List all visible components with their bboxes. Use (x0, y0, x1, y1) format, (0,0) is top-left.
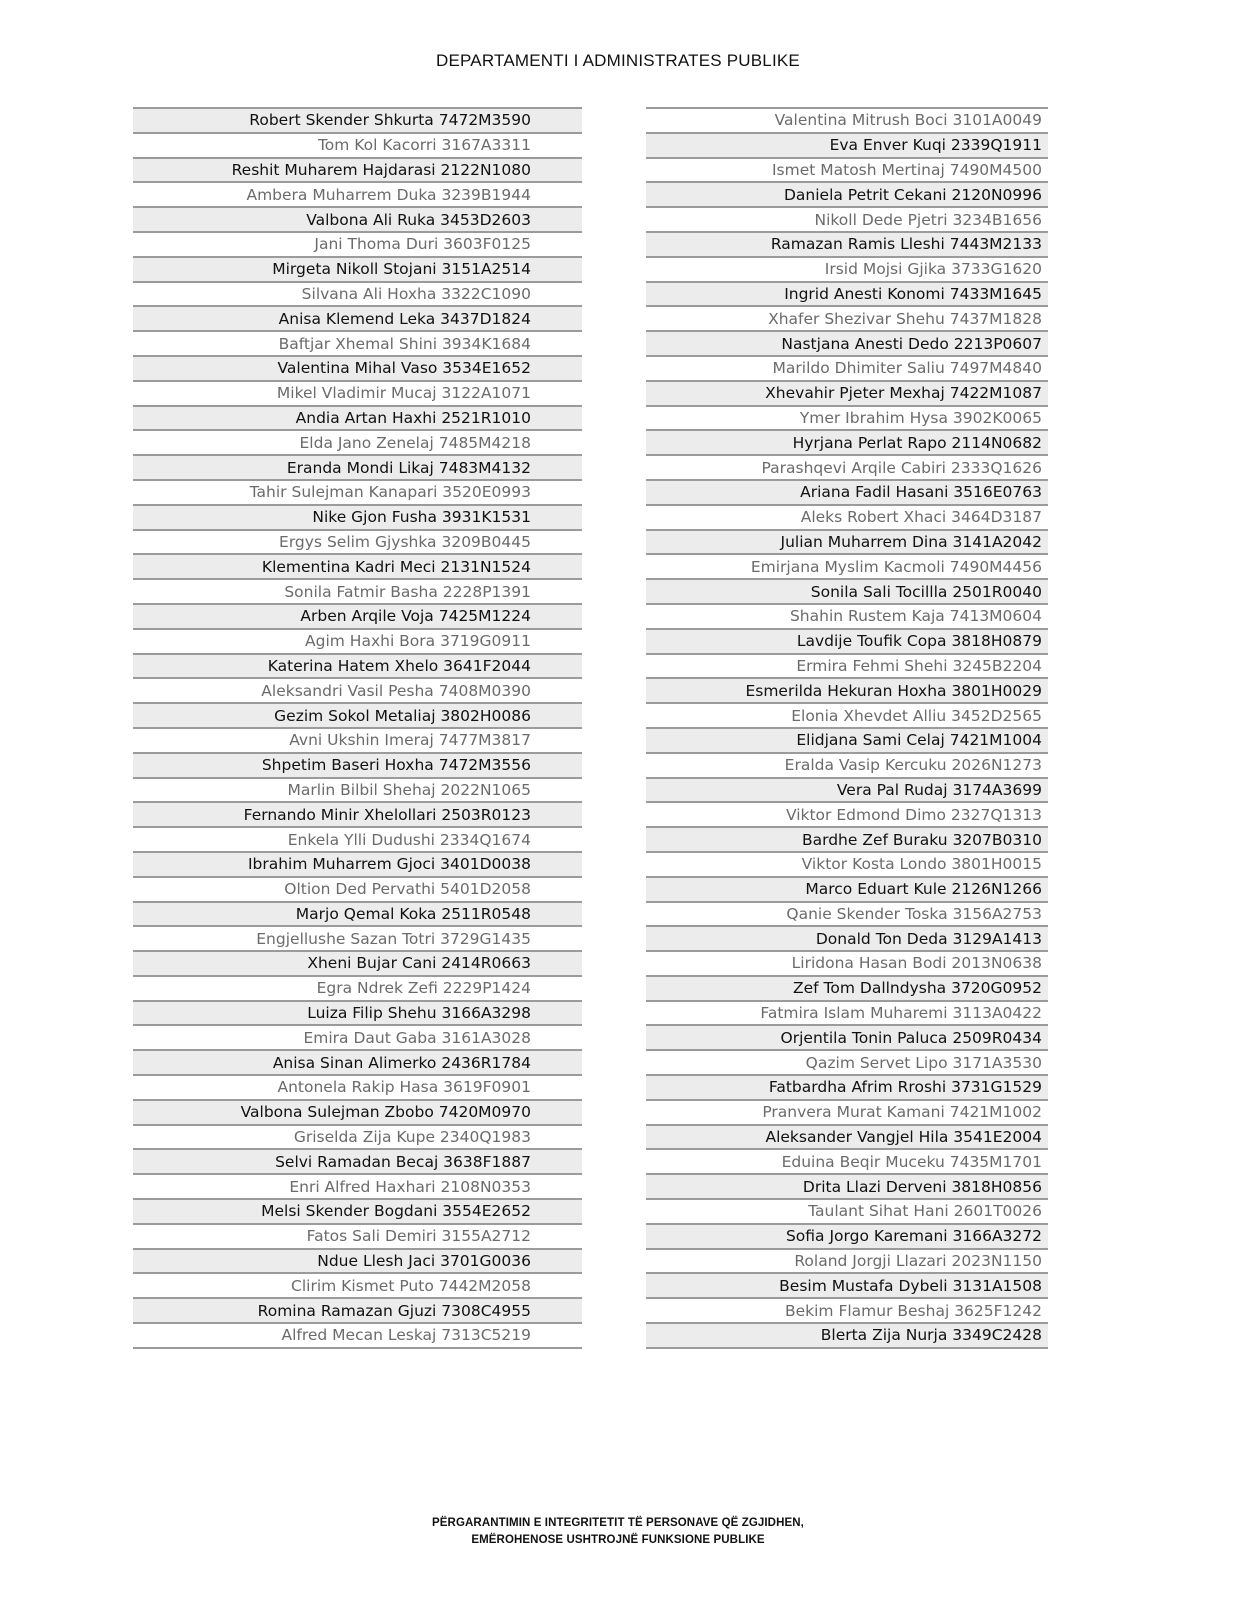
list-row (133, 481, 582, 506)
list-row (646, 1002, 1048, 1027)
list-row (646, 878, 1048, 903)
person-entry: Nikoll Dede Pjetri 3234B1656 (814, 210, 1042, 229)
list-row (133, 1324, 582, 1349)
list-row (133, 580, 582, 605)
list-row (133, 655, 582, 680)
list-row (133, 1002, 582, 1027)
person-entry: Mikel Vladimir Mucaj 3122A1071 (276, 384, 531, 403)
list-row (646, 1150, 1048, 1175)
person-entry: Marjo Qemal Koka 2511R0548 (295, 904, 531, 923)
footer-line-1: PËRGARANTIMIN E INTEGRITETIT TË PERSONAVE QË ZGJIDHEN, (432, 1517, 804, 1529)
person-entry: Marildo Dhimiter Saliu 7497M4840 (772, 359, 1042, 378)
person-entry: Ermira Fehmi Shehi 3245B2204 (796, 656, 1042, 675)
person-entry: Anisa Sinan Alimerko 2436R1784 (272, 1053, 531, 1072)
list-row (646, 1175, 1048, 1200)
list-row (133, 357, 582, 382)
person-entry: Daniela Petrit Cekani 2120N0996 (783, 185, 1042, 204)
person-entry: Egra Ndrek Zefi 2229P1424 (316, 979, 531, 998)
list-row (133, 630, 582, 655)
list-row (646, 605, 1048, 630)
list-row (646, 1051, 1048, 1076)
person-entry: Valentina Mihal Vaso 3534E1652 (277, 359, 531, 378)
person-entry: Qazim Servet Lipo 3171A3530 (805, 1053, 1042, 1072)
person-entry: Bekim Flamur Beshaj 3625F1242 (784, 1301, 1042, 1320)
person-entry: Emirjana Myslim Kacmoli 7490M4456 (750, 557, 1042, 576)
list-row (646, 704, 1048, 729)
list-row (646, 977, 1048, 1002)
list-row (646, 233, 1048, 258)
person-entry: Oltion Ded Pervathi 5401D2058 (284, 880, 531, 899)
person-entry: Ndue Llesh Jaci 3701G0036 (317, 1252, 531, 1271)
person-entry: Elidjana Sami Celaj 7421M1004 (796, 731, 1042, 750)
person-entry: Agim Haxhi Bora 3719G0911 (305, 632, 531, 651)
list-row (646, 1299, 1048, 1324)
person-entry: Julian Muharrem Dina 3141A2042 (780, 532, 1042, 551)
person-entry: Gezim Sokol Metaliaj 3802H0086 (274, 706, 531, 725)
person-entry: Engjellushe Sazan Totri 3729G1435 (256, 929, 531, 948)
person-entry: Anisa Klemend Leka 3437D1824 (278, 309, 531, 328)
person-entry: Eva Enver Kuqi 2339Q1911 (829, 136, 1042, 155)
person-entry: Parashqevi Arqile Cabiri 2333Q1626 (761, 458, 1042, 477)
list-row (646, 307, 1048, 332)
list-row (133, 1250, 582, 1275)
list-row (133, 903, 582, 928)
person-entry: Luiza Filip Shehu 3166A3298 (307, 1004, 531, 1023)
list-row (133, 605, 582, 630)
person-entry: Orjentila Tonin Paluca 2509R0434 (780, 1028, 1042, 1047)
person-entry: Elda Jano Zenelaj 7485M4218 (299, 433, 531, 452)
person-entry: Vera Pal Rudaj 3174A3699 (836, 780, 1042, 799)
list-row (133, 407, 582, 432)
person-entry: Valbona Ali Ruka 3453D2603 (306, 210, 531, 229)
list-row (133, 307, 582, 332)
person-entry: Marco Eduart Kule 2126N1266 (805, 880, 1042, 899)
list-row (646, 531, 1048, 556)
list-row (133, 1274, 582, 1299)
person-entry: Donald Ton Deda 3129A1413 (815, 929, 1042, 948)
list-row (646, 258, 1048, 283)
person-entry: Irsid Mojsi Gjika 3733G1620 (824, 260, 1042, 279)
list-row (646, 332, 1048, 357)
list-row (646, 407, 1048, 432)
person-entry: Sofia Jorgo Karemani 3166A3272 (785, 1227, 1042, 1246)
person-entry: Enri Alfred Haxhari 2108N0353 (289, 1177, 531, 1196)
list-row (646, 1026, 1048, 1051)
list-row (133, 1101, 582, 1126)
list-row (646, 828, 1048, 853)
person-entry: Avni Ukshin Imeraj 7477M3817 (289, 731, 531, 750)
list-row (133, 1225, 582, 1250)
list-row (646, 382, 1048, 407)
person-entry: Tahir Sulejman Kanapari 3520E0993 (249, 483, 531, 502)
list-row (133, 1200, 582, 1225)
person-entry: Bardhe Zef Buraku 3207B0310 (801, 830, 1042, 849)
list-row (133, 1150, 582, 1175)
person-entry: Klementina Kadri Meci 2131N1524 (261, 557, 531, 576)
list-row (133, 109, 582, 134)
list-row (646, 729, 1048, 754)
page-title: DEPARTAMENTI I ADMINISTRATES PUBLIKE (436, 51, 800, 70)
list-row (133, 1026, 582, 1051)
person-entry: Griselda Zija Kupe 2340Q1983 (293, 1128, 531, 1147)
person-entry: Baftjar Xhemal Shini 3934K1684 (278, 334, 531, 353)
person-entry: Ramazan Ramis Lleshi 7443M2133 (770, 235, 1042, 254)
person-entry: Valbona Sulejman Zbobo 7420M0970 (240, 1103, 531, 1122)
list-row (646, 159, 1048, 184)
list-row (133, 803, 582, 828)
person-entry: Ingrid Anesti Konomi 7433M1645 (784, 284, 1042, 303)
list-row (646, 506, 1048, 531)
person-entry: Mirgeta Nikoll Stojani 3151A2514 (272, 260, 531, 279)
person-entry: Tom Kol Kacorri 3167A3311 (317, 136, 531, 155)
list-row (646, 853, 1048, 878)
list-row (133, 382, 582, 407)
footer (0, 1515, 1236, 1549)
list-row (133, 506, 582, 531)
person-entry: Xhafer Shezivar Shehu 7437M1828 (768, 309, 1042, 328)
person-entry: Emira Daut Gaba 3161A3028 (303, 1028, 531, 1047)
person-entry: Hyrjana Perlat Rapo 2114N0682 (792, 433, 1042, 452)
person-entry: Marlin Bilbil Shehaj 2022N1065 (287, 780, 531, 799)
list-row (133, 233, 582, 258)
person-entry: Viktor Edmond Dimo 2327Q1313 (785, 805, 1042, 824)
person-entry: Liridona Hasan Bodi 2013N0638 (791, 954, 1042, 973)
list-row (646, 1250, 1048, 1275)
footer-line-2: EMËROHENOSE USHTROJNË FUNKSIONE PUBLIKE (471, 1534, 765, 1546)
person-entry: Aleks Robert Xhaci 3464D3187 (800, 508, 1042, 527)
person-entry: Aleksandri Vasil Pesha 7408M0390 (261, 681, 531, 700)
list-row (133, 1051, 582, 1076)
person-entry: Jani Thoma Duri 3603F0125 (314, 235, 531, 254)
list-row (133, 283, 582, 308)
list-row (133, 878, 582, 903)
person-entry: Alfred Mecan Leskaj 7313C5219 (281, 1326, 531, 1345)
person-entry: Blerta Zija Nurja 3349C2428 (820, 1326, 1042, 1345)
person-entry: Romina Ramazan Gjuzi 7308C4955 (257, 1301, 531, 1320)
person-entry: Zef Tom Dallndysha 3720G0952 (793, 979, 1042, 998)
list-row (646, 903, 1048, 928)
person-entry: Silvana Ali Hoxha 3322C1090 (301, 284, 531, 303)
person-entry: Antonela Rakip Hasa 3619F0901 (277, 1078, 531, 1097)
list-row (133, 183, 582, 208)
list-row (133, 1076, 582, 1101)
person-entry: Qanie Skender Toska 3156A2753 (786, 904, 1042, 923)
person-entry: Reshit Muharem Hajdarasi 2122N1080 (231, 160, 531, 179)
list-row (646, 1126, 1048, 1151)
list-row (133, 159, 582, 184)
list-row (646, 1101, 1048, 1126)
list-row (133, 431, 582, 456)
person-entry: Ergys Selim Gjyshka 3209B0445 (279, 532, 531, 551)
list-row (646, 1274, 1048, 1299)
list-row (646, 779, 1048, 804)
list-row (133, 729, 582, 754)
person-entry: Arben Arqile Voja 7425M1224 (300, 607, 531, 626)
list-row (133, 754, 582, 779)
list-row (646, 134, 1048, 159)
person-entry: Andia Artan Haxhi 2521R1010 (295, 408, 531, 427)
list-row (646, 481, 1048, 506)
list-row (646, 803, 1048, 828)
person-entry: Clirim Kismet Puto 7442M2058 (291, 1276, 531, 1295)
person-entry: Eduina Beqir Muceku 7435M1701 (781, 1152, 1042, 1171)
list-row (133, 456, 582, 481)
list-row (133, 779, 582, 804)
person-entry: Pranvera Murat Kamani 7421M1002 (762, 1103, 1042, 1122)
person-entry: Nike Gjon Fusha 3931K1531 (312, 508, 531, 527)
person-entry: Fernando Minir Xhelollari 2503R0123 (243, 805, 531, 824)
list-row (646, 1225, 1048, 1250)
person-entry: Valentina Mitrush Boci 3101A0049 (774, 111, 1042, 130)
person-entry: Sonila Sali Tocillla 2501R0040 (810, 582, 1042, 601)
person-entry: Ymer Ibrahim Hysa 3902K0065 (799, 408, 1042, 427)
list-row (646, 1076, 1048, 1101)
person-entry: Ibrahim Muharrem Gjoci 3401D0038 (247, 855, 531, 874)
person-entry: Sonila Fatmir Basha 2228P1391 (284, 582, 531, 601)
person-entry: Fatos Sali Demiri 3155A2712 (306, 1227, 531, 1246)
list-row (646, 1324, 1048, 1349)
person-entry: Shahin Rustem Kaja 7413M0604 (789, 607, 1042, 626)
list-row (133, 977, 582, 1002)
person-entry: Aleksander Vangjel Hila 3541E2004 (765, 1128, 1042, 1147)
person-entry: Roland Jorgji Llazari 2023N1150 (794, 1252, 1042, 1271)
list-row (646, 679, 1048, 704)
person-entry: Katerina Hatem Xhelo 3641F2044 (267, 656, 531, 675)
list-row (133, 1175, 582, 1200)
right-name-list (646, 107, 1048, 1349)
person-entry: Viktor Kosta Londo 3801H0015 (801, 855, 1042, 874)
list-row (133, 952, 582, 977)
person-entry: Ariana Fadil Hasani 3516E0763 (800, 483, 1042, 502)
list-row (133, 679, 582, 704)
list-row (133, 555, 582, 580)
person-entry: Elonia Xhevdet Alliu 3452D2565 (791, 706, 1042, 725)
list-row (133, 704, 582, 729)
list-row (646, 357, 1048, 382)
list-row (133, 258, 582, 283)
person-entry: Melsi Skender Bogdani 3554E2652 (261, 1202, 531, 1221)
list-row (133, 1126, 582, 1151)
person-entry: Lavdije Toufik Copa 3818H0879 (796, 632, 1042, 651)
list-row (133, 208, 582, 233)
person-entry: Nastjana Anesti Dedo 2213P0607 (781, 334, 1042, 353)
list-row (646, 754, 1048, 779)
list-row (133, 332, 582, 357)
list-row (646, 927, 1048, 952)
list-row (133, 927, 582, 952)
person-entry: Eranda Mondi Likaj 7483M4132 (286, 458, 531, 477)
person-entry: Taulant Sihat Hani 2601T0026 (808, 1202, 1042, 1221)
person-entry: Drita Llazi Derveni 3818H0856 (802, 1177, 1042, 1196)
person-entry: Eralda Vasip Kercuku 2026N1273 (784, 756, 1042, 775)
list-row (646, 183, 1048, 208)
list-row (646, 208, 1048, 233)
person-entry: Fatbardha Afrim Rroshi 3731G1529 (768, 1078, 1042, 1097)
list-row (133, 1299, 582, 1324)
list-row (646, 555, 1048, 580)
person-entry: Xheni Bujar Cani 2414R0663 (307, 954, 531, 973)
person-entry: Robert Skender Shkurta 7472M3590 (249, 111, 531, 130)
list-row (133, 531, 582, 556)
person-entry: Selvi Ramadan Becaj 3638F1887 (275, 1152, 531, 1171)
list-row (646, 109, 1048, 134)
person-entry: Esmerilda Hekuran Hoxha 3801H0029 (745, 681, 1042, 700)
list-row (646, 952, 1048, 977)
person-entry: Ambera Muharrem Duka 3239B1944 (246, 185, 531, 204)
left-name-list (133, 107, 582, 1349)
list-row (133, 828, 582, 853)
list-row (133, 853, 582, 878)
person-entry: Shpetim Baseri Hoxha 7472M3556 (261, 756, 531, 775)
list-row (133, 134, 582, 159)
list-row (646, 283, 1048, 308)
list-row (646, 456, 1048, 481)
list-row (646, 431, 1048, 456)
person-entry: Xhevahir Pjeter Mexhaj 7422M1087 (765, 384, 1042, 403)
list-row (646, 580, 1048, 605)
person-entry: Ismet Matosh Mertinaj 7490M4500 (771, 160, 1042, 179)
list-row (646, 1200, 1048, 1225)
list-row (646, 655, 1048, 680)
person-entry: Fatmira Islam Muharemi 3113A0422 (760, 1004, 1042, 1023)
person-entry: Enkela Ylli Dudushi 2334Q1674 (287, 830, 531, 849)
person-entry: Besim Mustafa Dybeli 3131A1508 (779, 1276, 1042, 1295)
list-row (646, 630, 1048, 655)
